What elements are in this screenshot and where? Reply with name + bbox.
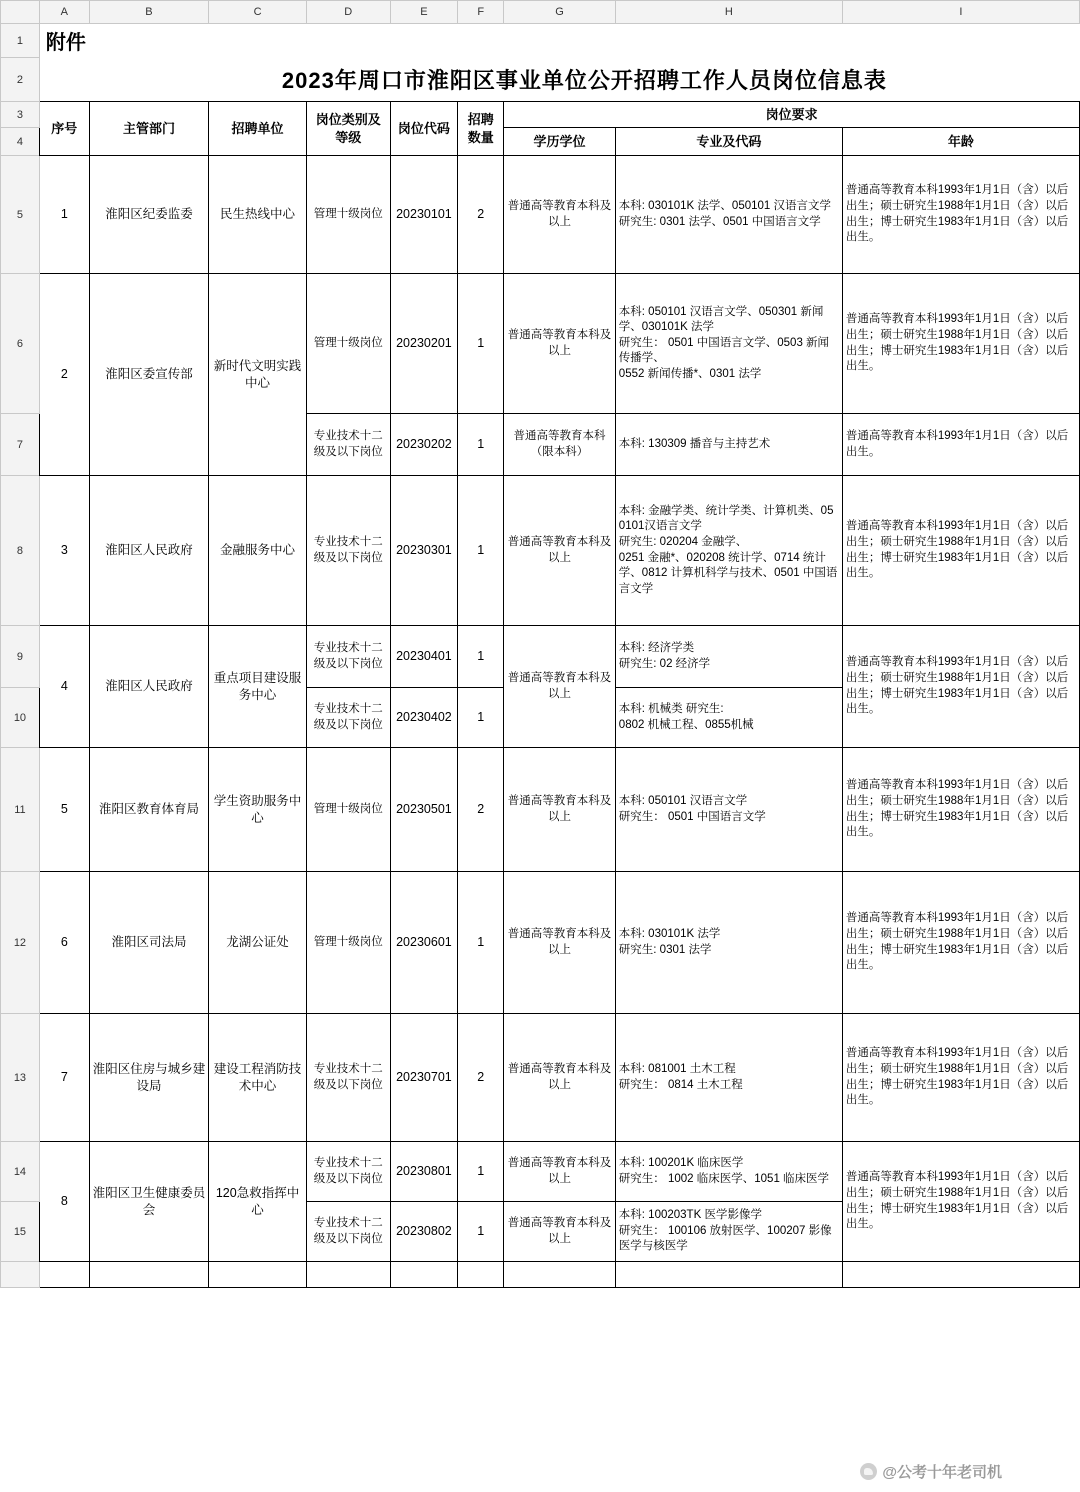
row-header-3[interactable]: 3 bbox=[1, 102, 40, 128]
table-row bbox=[1, 872, 1080, 1014]
cell-seq: 5 bbox=[39, 748, 89, 872]
cell-post-type: 专业技术十二级及以下岗位 bbox=[306, 626, 390, 688]
cell-education: 普通高等教育本科及以上 bbox=[504, 274, 616, 414]
row-header-12[interactable]: 12 bbox=[1, 872, 40, 1014]
cell-unit: 建设工程消防技术中心 bbox=[209, 1014, 307, 1142]
major-graduate: 研究生： 100106 放射医学、100207 影像医学与核医学 bbox=[618, 1224, 832, 1253]
cell-major bbox=[615, 1014, 842, 1142]
major-undergrad: 本科: 金融学类、统计学类、计算机类、050101汉语言文学 bbox=[618, 504, 834, 533]
major-undergrad: 本科: 050101 汉语言文学 bbox=[618, 794, 748, 807]
cell-count: 2 bbox=[458, 1014, 504, 1142]
cell-seq: 8 bbox=[39, 1142, 89, 1262]
row-header-10[interactable]: 10 bbox=[1, 688, 40, 748]
major-graduate: 研究生: 0301 法学 bbox=[618, 943, 712, 956]
cell-major bbox=[615, 476, 842, 626]
cell-education bbox=[504, 1262, 616, 1288]
cell-education: 普通高等教育本科及以上 bbox=[504, 1142, 616, 1202]
major-undergrad: 本科: 经济学类 bbox=[618, 641, 695, 654]
cell-post-type: 管理十级岗位 bbox=[306, 748, 390, 872]
cell-post-type: 管理十级岗位 bbox=[306, 156, 390, 274]
major-extra: 0552 新闻传播*、0301 法学 bbox=[618, 367, 762, 380]
cell-seq bbox=[39, 1262, 89, 1288]
row-header-11[interactable]: 11 bbox=[1, 748, 40, 872]
major-graduate: 0802 机械工程、0855机械 bbox=[618, 718, 754, 731]
cell-post-type bbox=[306, 1262, 390, 1288]
cell-education: 普通高等教育本科及以上 bbox=[504, 626, 616, 748]
page-title: 2023年周口市淮阳区事业单位公开招聘工作人员岗位信息表 bbox=[281, 67, 887, 93]
cell-post-code: 20230101 bbox=[390, 156, 458, 274]
cell-count: 1 bbox=[458, 1202, 504, 1262]
row-header-partial[interactable] bbox=[1, 1262, 40, 1288]
cell-age: 普通高等教育本科1993年1月1日（含）以后出生；硕士研究生1988年1月1日（含）以后出生；博士研究生1983年1月1日（含）以后出生。 bbox=[842, 274, 1079, 414]
cell-seq: 1 bbox=[39, 156, 89, 274]
cell-count bbox=[458, 1262, 504, 1288]
cell-seq: 6 bbox=[39, 872, 89, 1014]
table-row bbox=[1, 476, 1080, 626]
header-dept: 主管部门 bbox=[89, 102, 209, 156]
cell-post-type: 专业技术十二级及以下岗位 bbox=[306, 1202, 390, 1262]
cell-dept: 淮阳区人民政府 bbox=[89, 626, 209, 748]
cell-major bbox=[615, 626, 842, 688]
header-education: 学历学位 bbox=[504, 128, 616, 156]
cell-unit: 学生资助服务中心 bbox=[209, 748, 307, 872]
row-header-2[interactable]: 2 bbox=[1, 58, 40, 102]
header-requirements: 岗位要求 bbox=[504, 102, 1080, 128]
weibo-icon bbox=[860, 1463, 877, 1480]
cell-post-code: 20230402 bbox=[390, 688, 458, 748]
cell-unit: 120急救指挥中心 bbox=[209, 1142, 307, 1262]
watermark bbox=[860, 1461, 1002, 1482]
cell-post-code: 20230601 bbox=[390, 872, 458, 1014]
column-header-row bbox=[1, 1, 1080, 24]
table-row bbox=[1, 748, 1080, 872]
cell-unit: 重点项目建设服务中心 bbox=[209, 626, 307, 748]
cell-post-type: 专业技术十二级及以下岗位 bbox=[306, 476, 390, 626]
column-header-I[interactable]: I bbox=[842, 1, 1079, 24]
cell-major bbox=[615, 748, 842, 872]
table-row bbox=[1, 626, 1080, 688]
cell-post-code: 20230701 bbox=[390, 1014, 458, 1142]
cell-unit: 民生热线中心 bbox=[209, 156, 307, 274]
cell-age: 普通高等教育本科1993年1月1日（含）以后出生；硕士研究生1988年1月1日（含）以后出生；博士研究生1983年1月1日（含）以后出生。 bbox=[842, 476, 1079, 626]
cell-unit: 新时代文明实践中心 bbox=[209, 274, 307, 476]
major-graduate: 研究生: 020204 金融学、 bbox=[618, 535, 748, 548]
row-header-14[interactable]: 14 bbox=[1, 1142, 40, 1202]
table-row bbox=[1, 58, 1080, 102]
cell-dept: 淮阳区人民政府 bbox=[89, 476, 209, 626]
cell-education: 普通高等教育本科及以上 bbox=[504, 476, 616, 626]
cell-post-type: 管理十级岗位 bbox=[306, 274, 390, 414]
cell-post-code: 20230802 bbox=[390, 1202, 458, 1262]
cell-education: 普通高等教育本科及以上 bbox=[504, 156, 616, 274]
header-post-code: 岗位代码 bbox=[390, 102, 458, 156]
cell-seq: 3 bbox=[39, 476, 89, 626]
major-undergrad: 本科: 030101K 法学 bbox=[618, 927, 721, 940]
row-header-8[interactable]: 8 bbox=[1, 476, 40, 626]
cell-unit: 金融服务中心 bbox=[209, 476, 307, 626]
cell-education: 普通高等教育本科及以上 bbox=[504, 1014, 616, 1142]
cell-seq: 4 bbox=[39, 626, 89, 748]
cell-post-code: 20230301 bbox=[390, 476, 458, 626]
cell-age: 普通高等教育本科1993年1月1日（含）以后出生；硕士研究生1988年1月1日（含）以后出生；博士研究生1983年1月1日（含）以后出生。 bbox=[842, 1142, 1079, 1262]
table-row bbox=[1, 1014, 1080, 1142]
cell-major bbox=[615, 1142, 842, 1202]
table-row bbox=[1, 1142, 1080, 1202]
major-graduate: 研究生： 1002 临床医学、1051 临床医学 bbox=[618, 1172, 830, 1185]
table-row bbox=[1, 24, 1080, 58]
header-post-type: 岗位类别及等级 bbox=[306, 102, 390, 156]
cell-post-type: 专业技术十二级及以下岗位 bbox=[306, 414, 390, 476]
row-header-13[interactable]: 13 bbox=[1, 1014, 40, 1142]
cell-count: 1 bbox=[458, 1142, 504, 1202]
cell-post-code: 20230501 bbox=[390, 748, 458, 872]
cell-count: 2 bbox=[458, 156, 504, 274]
column-header-A[interactable]: A bbox=[39, 1, 89, 24]
table-row bbox=[1, 1262, 1080, 1288]
cell-education: 普通高等教育本科及以上 bbox=[504, 1202, 616, 1262]
column-header-G[interactable]: G bbox=[504, 1, 616, 24]
table-row bbox=[1, 274, 1080, 414]
cell-major bbox=[615, 156, 842, 274]
cell-education: 普通高等教育本科（限本科） bbox=[504, 414, 616, 476]
row-header-9[interactable]: 9 bbox=[1, 626, 40, 688]
row-header-7[interactable]: 7 bbox=[1, 414, 40, 476]
column-header-H[interactable]: H bbox=[615, 1, 842, 24]
cell-dept: 淮阳区住房与城乡建设局 bbox=[89, 1014, 209, 1142]
major-graduate: 研究生： 0501 中国语言文学、0503 新闻传播学、 bbox=[618, 336, 830, 365]
cell-count: 1 bbox=[458, 274, 504, 414]
cell-education: 普通高等教育本科及以上 bbox=[504, 748, 616, 872]
cell-post-type: 管理十级岗位 bbox=[306, 872, 390, 1014]
cell-major bbox=[615, 872, 842, 1014]
major-extra: 0251 金融*、020208 统计学、0714 统计学、0812 计算机科学与技术、0501 中国语言文学 bbox=[618, 551, 838, 595]
cell-age: 普通高等教育本科1993年1月1日（含）以后出生；硕士研究生1988年1月1日（含）以后出生；博士研究生1983年1月1日（含）以后出生。 bbox=[842, 1014, 1079, 1142]
cell-age: 普通高等教育本科1993年1月1日（含）以后出生；硕士研究生1988年1月1日（含）以后出生；博士研究生1983年1月1日（含）以后出生。 bbox=[842, 748, 1079, 872]
row-header-6[interactable]: 6 bbox=[1, 274, 40, 414]
cell-count: 1 bbox=[458, 414, 504, 476]
major-graduate: 研究生: 02 经济学 bbox=[618, 657, 711, 670]
row-header-5[interactable]: 5 bbox=[1, 156, 40, 274]
cell-post-type: 专业技术十二级及以下岗位 bbox=[306, 1142, 390, 1202]
cell-count: 1 bbox=[458, 872, 504, 1014]
cell-seq: 7 bbox=[39, 1014, 89, 1142]
cell-age bbox=[842, 1262, 1079, 1288]
major-graduate: 研究生: 0301 法学、0501 中国语言文学 bbox=[618, 215, 821, 228]
header-age: 年龄 bbox=[842, 128, 1079, 156]
row-header-15[interactable]: 15 bbox=[1, 1202, 40, 1262]
cell-unit bbox=[209, 1262, 307, 1288]
cell-dept: 淮阳区卫生健康委员会 bbox=[89, 1142, 209, 1262]
title-spacer bbox=[39, 58, 89, 102]
cell-age: 普通高等教育本科1993年1月1日（含）以后出生；硕士研究生1988年1月1日（含）以后出生；博士研究生1983年1月1日（含）以后出生。 bbox=[842, 872, 1079, 1014]
cell-unit: 龙湖公证处 bbox=[209, 872, 307, 1014]
column-header-B[interactable]: B bbox=[89, 1, 209, 24]
cell-dept: 淮阳区司法局 bbox=[89, 872, 209, 1014]
cell-age: 普通高等教育本科1993年1月1日（含）以后出生。 bbox=[842, 414, 1079, 476]
cell-post-code: 20230401 bbox=[390, 626, 458, 688]
attachment-label: 附件 bbox=[45, 32, 86, 55]
cell-major bbox=[615, 1202, 842, 1262]
header-major: 专业及代码 bbox=[615, 128, 842, 156]
major-undergrad: 本科: 030101K 法学、050101 汉语言文学 bbox=[618, 199, 831, 212]
cell-post-type: 专业技术十二级及以下岗位 bbox=[306, 1014, 390, 1142]
cell-major bbox=[615, 274, 842, 414]
cell-count: 1 bbox=[458, 476, 504, 626]
cell-count: 2 bbox=[458, 748, 504, 872]
major-undergrad: 本科: 100201K 临床医学 bbox=[618, 1156, 744, 1169]
column-header-E[interactable]: E bbox=[390, 1, 458, 24]
cell-age: 普通高等教育本科1993年1月1日（含）以后出生；硕士研究生1988年1月1日（含）以后出生；博士研究生1983年1月1日（含）以后出生。 bbox=[842, 156, 1079, 274]
cell-dept bbox=[89, 1262, 209, 1288]
cell-dept: 淮阳区教育体育局 bbox=[89, 748, 209, 872]
cell-count: 1 bbox=[458, 626, 504, 688]
cell-age: 普通高等教育本科1993年1月1日（含）以后出生；硕士研究生1988年1月1日（含）以后出生；博士研究生1983年1月1日（含）以后出生。 bbox=[842, 626, 1079, 748]
cell-post-code: 20230201 bbox=[390, 274, 458, 414]
column-header-C[interactable]: C bbox=[209, 1, 307, 24]
major-undergrad: 本科: 050101 汉语言文学、050301 新闻学、030101K 法学 bbox=[618, 305, 824, 334]
column-header-D[interactable]: D bbox=[306, 1, 390, 24]
table-row bbox=[1, 156, 1080, 274]
major-graduate: 研究生： 0814 土木工程 bbox=[618, 1078, 743, 1091]
cell-dept: 淮阳区委宣传部 bbox=[89, 274, 209, 476]
cell-major bbox=[615, 1262, 842, 1288]
cell-post-code: 20230801 bbox=[390, 1142, 458, 1202]
header-count: 招聘数量 bbox=[458, 102, 504, 156]
header-seq: 序号 bbox=[39, 102, 89, 156]
select-all-corner[interactable] bbox=[1, 1, 40, 24]
cell-post-code bbox=[390, 1262, 458, 1288]
cell-major bbox=[615, 688, 842, 748]
cell-education: 普通高等教育本科及以上 bbox=[504, 872, 616, 1014]
cell-dept: 淮阳区纪委监委 bbox=[89, 156, 209, 274]
cell-post-code: 20230202 bbox=[390, 414, 458, 476]
major-undergrad: 本科: 081001 土木工程 bbox=[618, 1062, 736, 1075]
cell-seq: 2 bbox=[39, 274, 89, 476]
watermark-text: @公考十年老司机 bbox=[882, 1464, 1002, 1481]
major-undergrad: 本科: 100203TK 医学影像学 bbox=[618, 1209, 762, 1222]
major-undergrad: 本科: 机械类 研究生: bbox=[618, 702, 724, 715]
cell-major: 本科: 130309 播音与主持艺术 bbox=[615, 414, 842, 476]
major-graduate: 研究生： 0501 中国语言文学 bbox=[618, 810, 766, 823]
column-header-F[interactable]: F bbox=[458, 1, 504, 24]
cell-post-type: 专业技术十二级及以下岗位 bbox=[306, 688, 390, 748]
row-header-4[interactable]: 4 bbox=[1, 128, 40, 156]
header-unit: 招聘单位 bbox=[209, 102, 307, 156]
cell-count: 1 bbox=[458, 688, 504, 748]
row-header-1[interactable]: 1 bbox=[1, 24, 40, 58]
table-row bbox=[1, 102, 1080, 128]
